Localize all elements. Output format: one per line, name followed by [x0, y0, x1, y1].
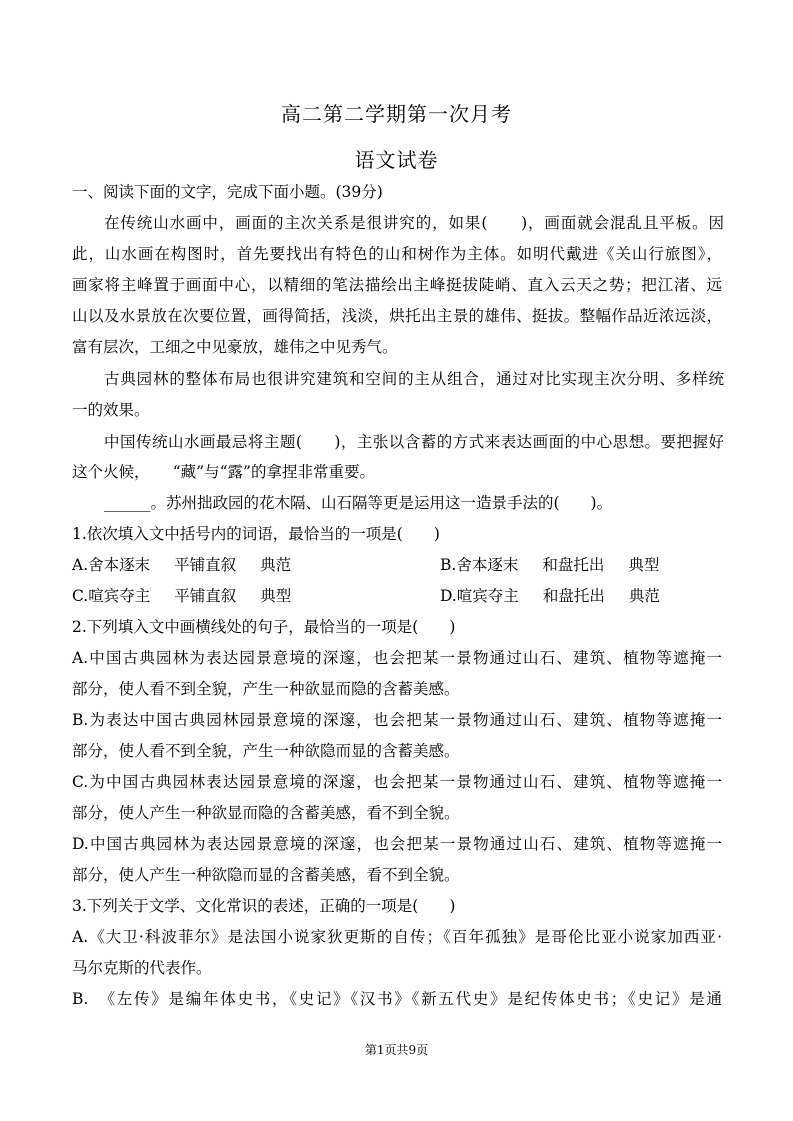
- option-text: 平铺直叙: [174, 556, 237, 574]
- question-3-stem: 3.下列关于文学、文化常识的表述，正确的一项是( ): [72, 897, 456, 915]
- q1-option-c[interactable]: [72, 584, 291, 606]
- q2-option-b-line2[interactable]: 部分，使人看不到全貌，产生一种欲隐而显的含蓄美感。: [72, 742, 460, 760]
- q2-option-d-line1[interactable]: D.中国古典园林为表达园景意境的深邃，也会把某一景物通过山石、建筑、植物等遮掩一: [72, 835, 722, 853]
- q2-option-a-line1[interactable]: A.中国古典园林为表达园景意境的深邃，也会把某一景物通过山石、建筑、植物等遮掩一: [72, 649, 722, 667]
- question-1-stem: 1.依次填入文中括号内的词语，最恰当的一项是( ): [72, 525, 440, 543]
- passage-line: 此，山水画在构图时，首先要找出有特色的山和树作为主体。如明代戴进《关山行旅图》，: [72, 245, 722, 263]
- q2-option-a-line2[interactable]: 部分，使人看不到全貌，产生一种欲显而隐的含蓄美感。: [72, 680, 460, 698]
- q3-option-a-line1[interactable]: A.《大卫·科波菲尔》是法国小说家狄更斯的自传；《百年孤独》是哥伦比亚小说家加西亚·: [72, 928, 722, 946]
- option-text: A.舍本逐末: [72, 556, 151, 574]
- page-title: 高二第二学期第一次月考: [281, 102, 512, 126]
- q1-option-a[interactable]: [72, 553, 291, 575]
- passage-line: 画家将主峰置于画面中心，以精细的笔法描绘出主峰挺拔陡峭、直入云天之势；把江渚、远: [72, 276, 722, 294]
- passage-line: 古典园林的整体布局也很讲究建筑和空间的主从组合，通过对比实现主次分明、多样统: [104, 370, 724, 388]
- option-text: D.喧宾夺主: [440, 587, 519, 605]
- option-text: B.舍本逐末: [440, 556, 519, 574]
- q2-option-c-line1[interactable]: C.为中国古典园林表达园景意境的深邃，也会把某一景物通过山石、建筑、植物等遮掩一: [72, 773, 722, 791]
- passage-line: ______。苏州拙政园的花木隔、山石隔等更是运用这一造景手法的( )。: [104, 494, 613, 512]
- passage-line: 中国传统山水画最忌将主题( )，主张以含蓄的方式来表达画面的中心思想。要把握好: [104, 433, 724, 451]
- option-text: C.喧宾夺主: [72, 587, 151, 605]
- page-subtitle: 语文试卷: [354, 148, 439, 172]
- q1-option-d[interactable]: [440, 584, 660, 606]
- section-heading: 一、阅读下面的文字，完成下面小题。(39分): [72, 183, 383, 201]
- option-text: 和盘托出: [542, 556, 605, 574]
- passage-line: 一的效果。: [72, 401, 150, 419]
- option-text: 平铺直叙: [174, 587, 237, 605]
- option-text: 典范: [628, 587, 660, 605]
- option-text: 典型: [628, 556, 660, 574]
- page-number: 第1页共9页: [364, 1043, 429, 1057]
- q1-option-b[interactable]: [440, 553, 659, 575]
- option-text: 和盘托出: [542, 587, 605, 605]
- q2-option-b-line1[interactable]: B.为表达中国古典园林园景意境的深邃，也会把某一景物通过山石、建筑、植物等遮掩一: [72, 711, 722, 729]
- option-text: 典范: [260, 556, 292, 574]
- passage-line: 山以及水景放在次要位置，画得简括，浅淡，烘托出主景的雄伟、挺拔。整幅作品近浓远淡，: [72, 307, 722, 325]
- q2-option-c-line2[interactable]: 部分，使人产生一种欲显而隐的含蓄美感，看不到全貌。: [72, 804, 460, 822]
- question-2-stem: 2.下列填入文中画横线处的句子，最恰当的一项是( ): [72, 618, 456, 636]
- passage-line: 富有层次，工细之中见豪放，雄伟之中见秀气。: [72, 338, 398, 356]
- q3-option-b-line1[interactable]: B. 《左传》是编年体史书，《史记》《汉书》《新五代史》是纪传体史书；《史记》是通: [72, 990, 722, 1008]
- q3-option-a-line2[interactable]: 马尔克斯的代表作。: [72, 959, 212, 977]
- q2-option-d-line2[interactable]: 部分，使人产生一种欲隐而显的含蓄美感，看不到全貌。: [72, 866, 460, 884]
- option-text: 典型: [260, 587, 292, 605]
- passage-line: 这个火候， “藏”与“露”的拿捏非常重要。: [72, 463, 375, 481]
- passage-line: 在传统山水画中，画面的主次关系是很讲究的，如果( )，画面就会混乱且平板。因: [104, 214, 724, 232]
